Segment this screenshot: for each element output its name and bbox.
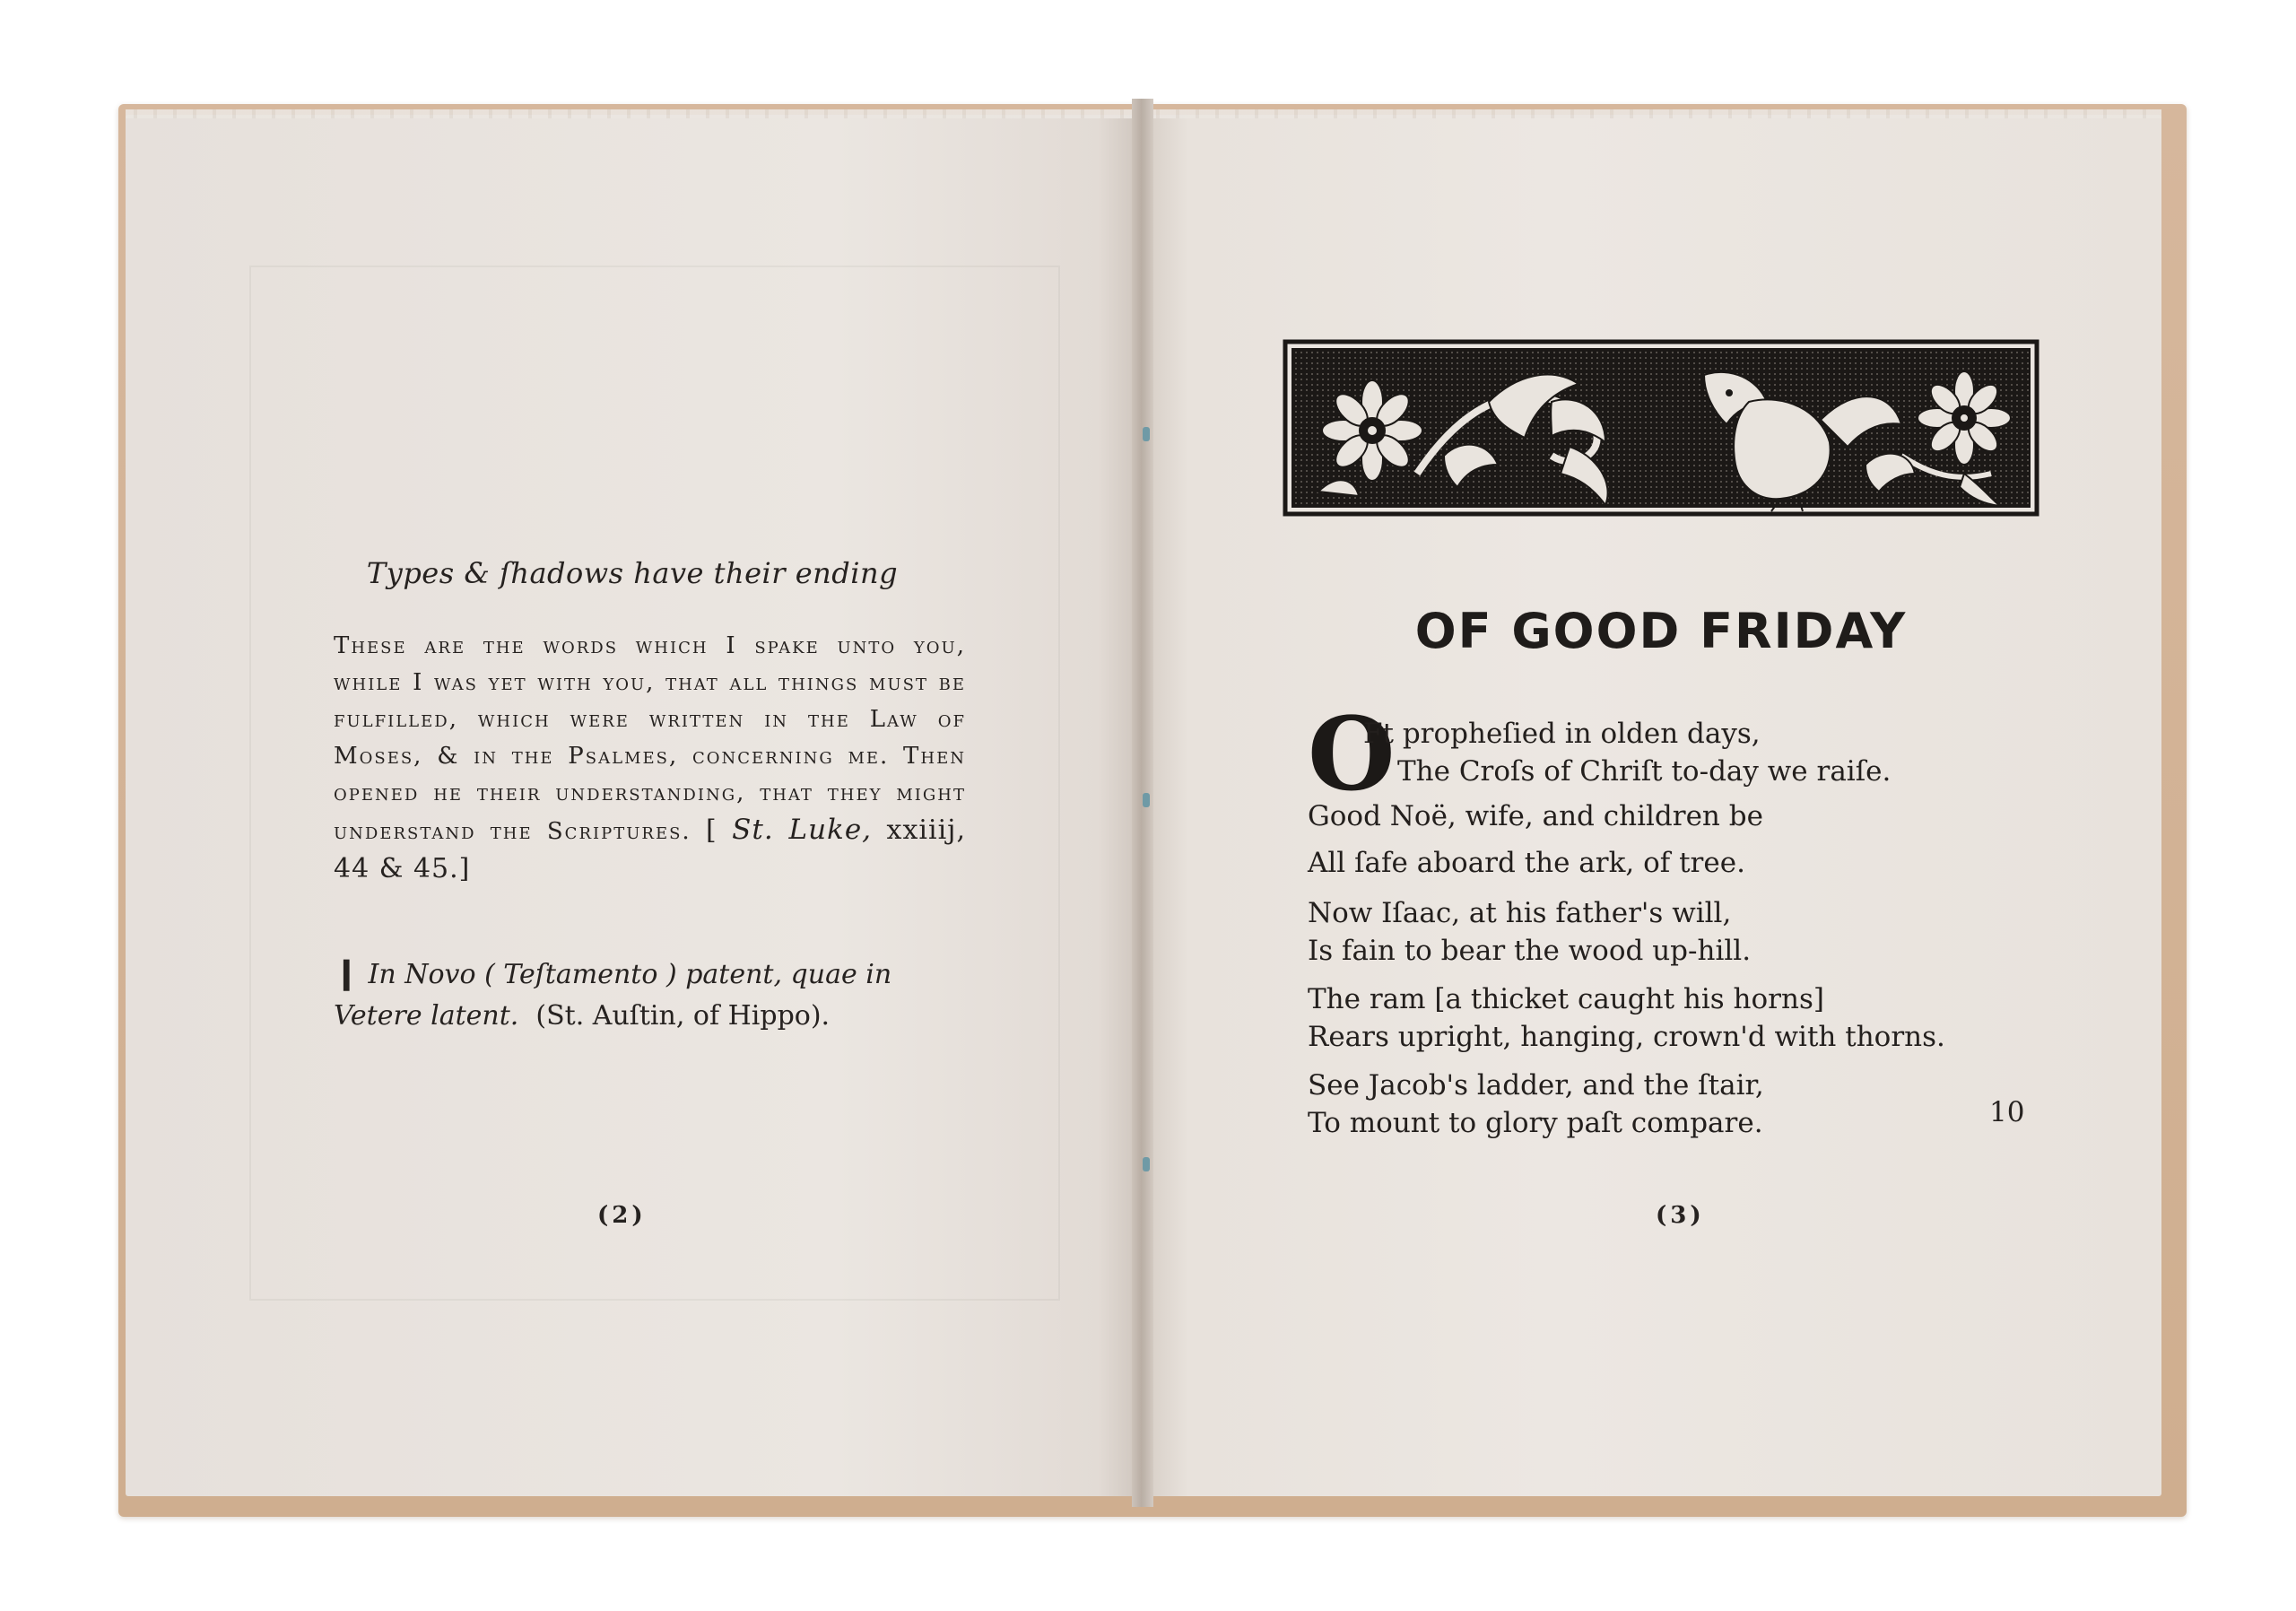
paragraph-mark-icon: ❙ — [334, 955, 360, 991]
poem-line: Now Iſaac, at his father's will, — [1308, 897, 1732, 929]
poem-line: To mount to glory paſt compare. — [1308, 1107, 1763, 1139]
binding-stitch-middle — [1143, 793, 1150, 807]
scripture-text: These are the words which I spake unto you, while I was yet with you, that all things must be fulfilled, which were written in the Law of Moses, & in the Psalmes, concerning me. Then opened he their understanding, that they might understand the Scriptures. — [334, 632, 966, 845]
quote-attribution: (St. Auſtin, of Hippo). — [535, 1000, 831, 1032]
left-folio: (2) — [597, 1202, 647, 1229]
poem-line: Ft propheſied in olden days, — [1363, 718, 1761, 750]
poem-title: OF GOOD FRIDAY — [1414, 603, 1908, 659]
latin-quote-text: In Novo ( Teſtamento ) patent, quae in Vetere latent. — [334, 959, 892, 1032]
poem-line: See Jacob's ladder, and the ſtair, — [1308, 1069, 1764, 1102]
reference-book: St. Luke, — [732, 814, 873, 846]
line-number: 10 — [1989, 1096, 2025, 1128]
binding-stitch-top — [1143, 427, 1150, 441]
poem-line: Is fain to bear the wood up-hill. — [1308, 935, 1752, 967]
scripture-passage — [334, 628, 966, 889]
poem-line: Rears upright, hanging, crown'd with thorns. — [1308, 1021, 1945, 1053]
poem-line: All ſafe aboard the ark, of tree. — [1308, 847, 1745, 879]
poem-line: The ram [a thicket caught his horns] — [1308, 983, 1824, 1015]
latin-quote — [334, 953, 970, 1037]
right-folio: (3) — [1656, 1202, 1705, 1229]
reference-verses: xxiiij, 44 & 45.] — [334, 814, 967, 884]
binding-stitch-bottom — [1143, 1157, 1150, 1171]
poem-line: Good Noë, wife, and children be — [1308, 800, 1763, 832]
woodcut-ornament-band — [1283, 339, 2039, 517]
reference-open: [ — [705, 814, 733, 846]
left-page-heading: Types & ſhadows have their ending — [366, 556, 899, 590]
drop-cap: O — [1308, 696, 1396, 814]
poem-line: The Croſs of Chriſt to-day we raiſe. — [1397, 755, 1892, 788]
